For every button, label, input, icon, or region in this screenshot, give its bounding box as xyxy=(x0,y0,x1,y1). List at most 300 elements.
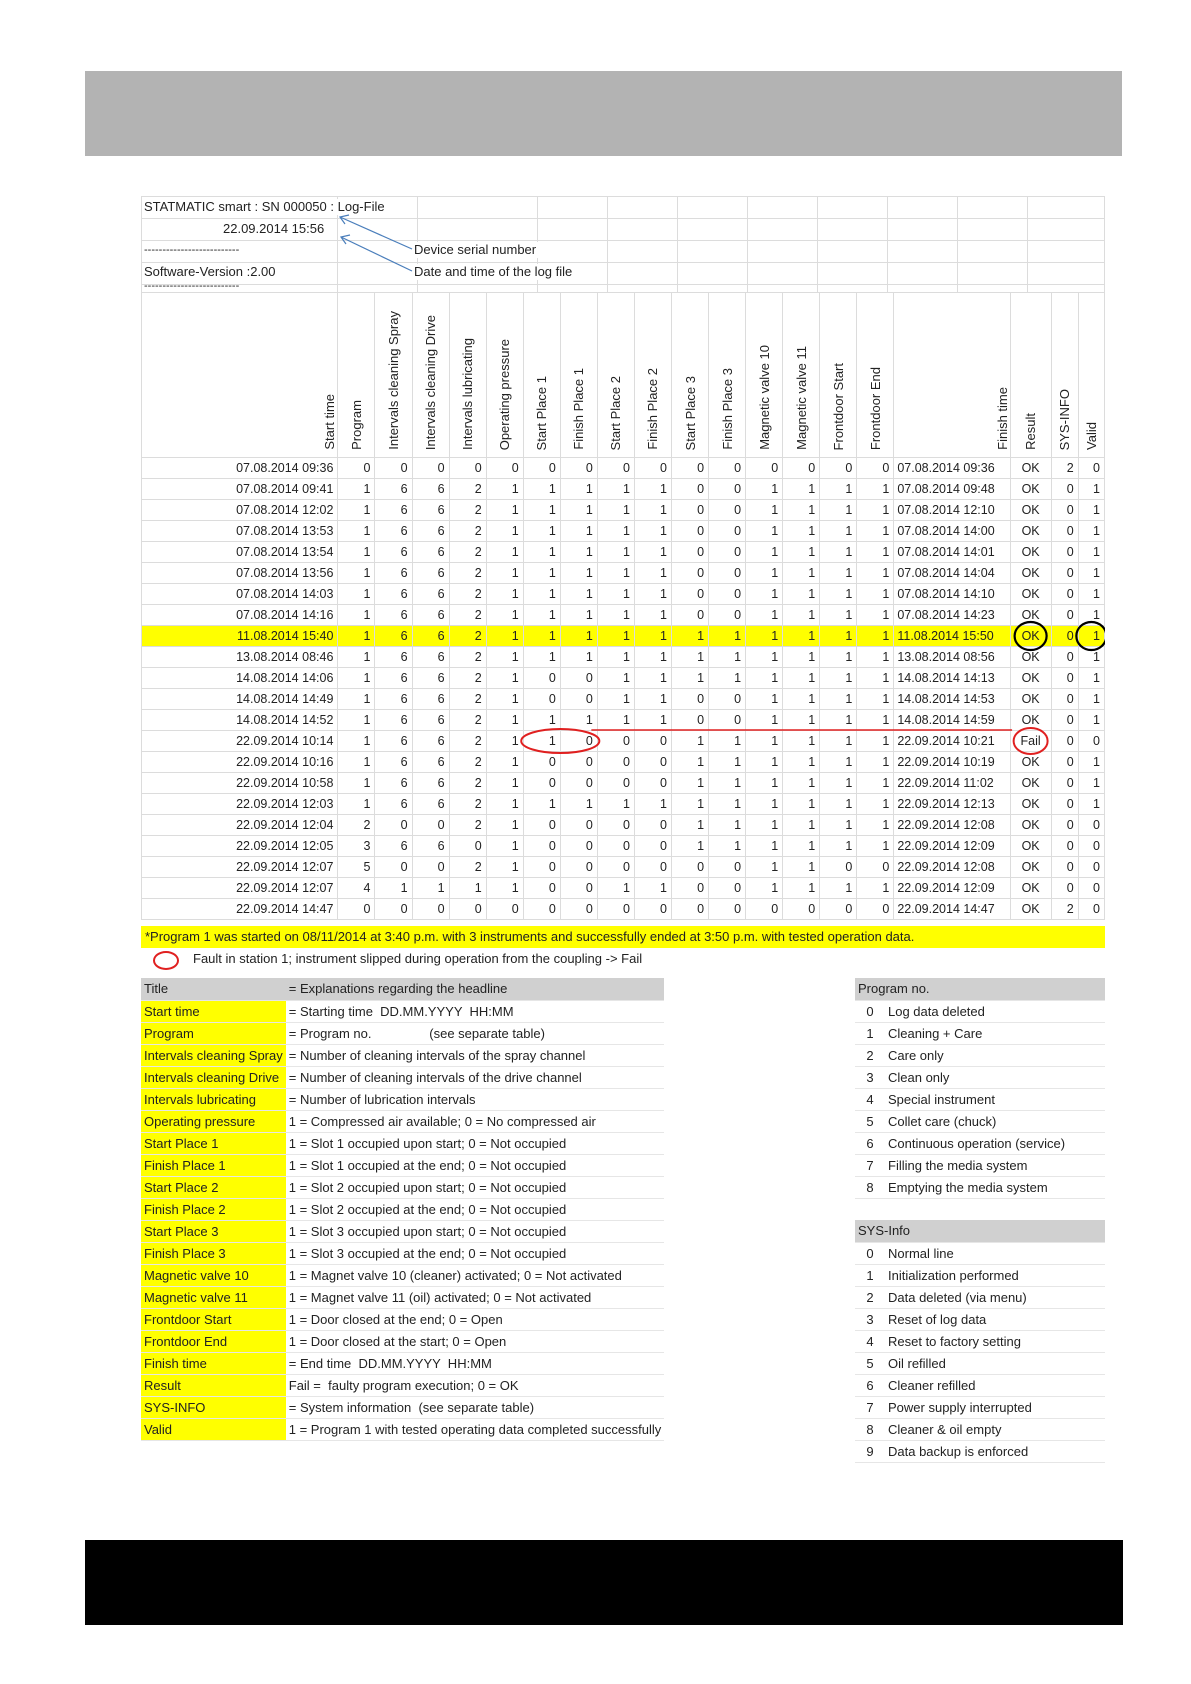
column-header-label: Result xyxy=(1023,413,1039,450)
log-cell: 1 xyxy=(634,794,671,815)
log-cell: OK xyxy=(1010,668,1051,689)
column-header-label: Intervals cleaning Spray xyxy=(386,311,401,450)
log-cell: OK xyxy=(1010,521,1051,542)
log-cell: 0 xyxy=(671,857,708,878)
log-cell: 0 xyxy=(338,899,375,920)
explanation-key: Start Place 1 xyxy=(141,1132,286,1154)
sys-info-row-text: Cleaner refilled xyxy=(885,1374,1105,1396)
log-cell: 6 xyxy=(412,521,449,542)
log-cell: 0 xyxy=(412,899,449,920)
log-cell: 0 xyxy=(1051,647,1078,668)
column-header-label: Finish Place 2 xyxy=(645,368,661,450)
column-header-label: Valid xyxy=(1083,422,1099,450)
log-cell: 6 xyxy=(412,563,449,584)
log-cell: 1 xyxy=(560,626,597,647)
column-header xyxy=(560,293,597,458)
log-cell: 6 xyxy=(412,584,449,605)
log-cell: 0 xyxy=(597,899,634,920)
explanation-value: 1 = Door closed at the start; 0 = Open xyxy=(286,1330,665,1352)
log-cell: Fail xyxy=(1010,731,1051,752)
log-cell: 1 xyxy=(820,521,857,542)
explanation-value: 1 = Slot 2 occupied at the end; 0 = Not occupied xyxy=(286,1198,665,1220)
log-cell: 1 xyxy=(412,878,449,899)
explanation-value: = Number of cleaning intervals of the spray channel xyxy=(286,1044,665,1066)
program-no-row-text: Collet care (chuck) xyxy=(885,1110,1105,1132)
sys-info-row-text: Data backup is enforced xyxy=(885,1440,1105,1462)
log-cell: 1 xyxy=(1078,479,1104,500)
log-cell: 0 xyxy=(671,500,708,521)
log-cell: 1 xyxy=(857,479,894,500)
log-cell: 0 xyxy=(412,458,449,479)
log-cell: 6 xyxy=(375,584,412,605)
log-cell: 6 xyxy=(375,626,412,647)
log-cell: 1 xyxy=(671,815,708,836)
program-no-row-text: Clean only xyxy=(885,1066,1105,1088)
log-row xyxy=(142,584,1105,605)
log-cell: 1 xyxy=(709,752,746,773)
log-cell: 0 xyxy=(523,878,560,899)
log-cell: 2 xyxy=(1051,899,1078,920)
log-cell: 0 xyxy=(1078,458,1104,479)
log-cell: 1 xyxy=(486,479,523,500)
sys-info-row-text: Reset of log data xyxy=(885,1308,1105,1330)
log-cell: 6 xyxy=(412,479,449,500)
log-cell: 0 xyxy=(1051,668,1078,689)
log-cell: 2 xyxy=(449,710,486,731)
sys-info-row-number: 1 xyxy=(855,1264,885,1286)
log-cell: 1 xyxy=(820,878,857,899)
log-cell: 0 xyxy=(486,458,523,479)
log-cell: 1 xyxy=(1078,563,1104,584)
log-cell: 0 xyxy=(375,899,412,920)
log-cell: 22.09.2014 10:14 xyxy=(142,731,338,752)
log-cell: 1 xyxy=(783,773,820,794)
log-row xyxy=(142,689,1105,710)
log-cell: 0 xyxy=(634,815,671,836)
program-note: *Program 1 was started on 08/11/2014 at 3:40 p.m. with 3 instruments and successfully ended at 3:50 p.m. with tested operation data. xyxy=(141,926,1105,948)
log-cell: 07.08.2014 14:16 xyxy=(142,605,338,626)
log-cell: 1 xyxy=(338,626,375,647)
log-cell: 1 xyxy=(486,626,523,647)
explanation-key: Intervals lubricating xyxy=(141,1088,286,1110)
log-cell: 0 xyxy=(671,542,708,563)
log-cell: 1 xyxy=(857,815,894,836)
explanations-table xyxy=(141,978,664,1441)
log-cell: 0 xyxy=(1051,731,1078,752)
column-header xyxy=(671,293,708,458)
log-cell: 07.08.2014 13:53 xyxy=(142,521,338,542)
log-cell: 0 xyxy=(597,752,634,773)
log-cell: 6 xyxy=(412,605,449,626)
program-no-row xyxy=(855,1088,1105,1110)
log-cell: 1 xyxy=(486,878,523,899)
log-cell: 4 xyxy=(338,878,375,899)
log-cell: 1 xyxy=(1078,500,1104,521)
log-cell: 2 xyxy=(449,605,486,626)
log-cell: 0 xyxy=(1051,710,1078,731)
sys-info-row-number: 8 xyxy=(855,1418,885,1440)
log-cell: 1 xyxy=(486,857,523,878)
log-cell: 1 xyxy=(523,500,560,521)
log-cell: OK xyxy=(1010,563,1051,584)
sys-info-table xyxy=(855,1220,1105,1463)
explanation-key: Operating pressure xyxy=(141,1110,286,1132)
log-cell: 22.09.2014 10:16 xyxy=(142,752,338,773)
log-cell: 1 xyxy=(783,857,820,878)
log-cell: 1 xyxy=(523,647,560,668)
log-cell: 1 xyxy=(783,647,820,668)
log-cell: 1 xyxy=(597,500,634,521)
log-cell: 6 xyxy=(412,773,449,794)
log-cell: 1 xyxy=(1078,668,1104,689)
explanation-value: 1 = Magnet valve 11 (oil) activated; 0 = Not activated xyxy=(286,1286,665,1308)
log-cell: 1 xyxy=(560,479,597,500)
column-header xyxy=(783,293,820,458)
log-cell: 07.08.2014 14:23 xyxy=(894,605,1010,626)
explanation-row xyxy=(141,1242,664,1264)
log-cell: 07.08.2014 14:10 xyxy=(894,584,1010,605)
log-cell: 0 xyxy=(560,857,597,878)
log-cell: 1 xyxy=(338,647,375,668)
column-header-label: Magnetic valve 10 xyxy=(756,345,772,450)
log-cell: 0 xyxy=(671,605,708,626)
log-cell: 22.09.2014 12:07 xyxy=(142,878,338,899)
log-cell: 0 xyxy=(597,857,634,878)
log-datetime: 22.09.2014 15:56 xyxy=(223,221,325,236)
log-cell: 1 xyxy=(857,542,894,563)
log-cell: 1 xyxy=(634,878,671,899)
log-cell: 6 xyxy=(412,647,449,668)
explanation-key: Start time xyxy=(141,1000,286,1022)
explanation-key: Frontdoor Start xyxy=(141,1308,286,1330)
log-cell: 0 xyxy=(634,857,671,878)
log-cell: 07.08.2014 14:01 xyxy=(894,542,1010,563)
program-no-row-number: 2 xyxy=(855,1044,885,1066)
log-cell: 6 xyxy=(412,731,449,752)
log-cell: 1 xyxy=(597,584,634,605)
log-cell: 1 xyxy=(746,773,783,794)
log-cell: 1 xyxy=(1078,752,1104,773)
log-row xyxy=(142,521,1105,542)
log-row xyxy=(142,878,1105,899)
log-cell: 1 xyxy=(634,605,671,626)
log-cell: 1 xyxy=(634,710,671,731)
explanation-value: Fail = faulty program execution; 0 = OK xyxy=(286,1374,665,1396)
log-cell: 1 xyxy=(634,521,671,542)
log-cell: 1 xyxy=(597,605,634,626)
log-cell: OK xyxy=(1010,458,1051,479)
explanation-row xyxy=(141,1088,664,1110)
log-cell: 22.09.2014 12:03 xyxy=(142,794,338,815)
log-cell: 1 xyxy=(671,773,708,794)
column-header-label: Program xyxy=(348,400,364,450)
log-cell: 1 xyxy=(597,542,634,563)
log-cell: 1 xyxy=(746,605,783,626)
explanation-value: 1 = Compressed air available; 0 = No compressed air xyxy=(286,1110,665,1132)
log-cell: 1 xyxy=(523,521,560,542)
log-cell: 1 xyxy=(783,584,820,605)
log-cell: OK xyxy=(1010,584,1051,605)
explanation-key: Magnetic valve 10 xyxy=(141,1264,286,1286)
log-cell: 1 xyxy=(820,794,857,815)
log-row xyxy=(142,899,1105,920)
log-cell: 0 xyxy=(1051,500,1078,521)
log-cell: 1 xyxy=(338,794,375,815)
log-cell: 0 xyxy=(1051,521,1078,542)
log-cell: 0 xyxy=(634,773,671,794)
log-cell: 1 xyxy=(746,668,783,689)
log-cell: 0 xyxy=(709,458,746,479)
column-header-label: Magnetic valve 11 xyxy=(793,346,809,450)
log-cell: 1 xyxy=(634,563,671,584)
log-cell: 14.08.2014 14:13 xyxy=(894,668,1010,689)
log-cell: 1 xyxy=(523,563,560,584)
column-header xyxy=(894,293,1010,458)
sys-info-row-number: 7 xyxy=(855,1396,885,1418)
log-cell: 0 xyxy=(597,836,634,857)
program-no-row-number: 4 xyxy=(855,1088,885,1110)
log-cell: 07.08.2014 13:54 xyxy=(142,542,338,563)
log-cell: 1 xyxy=(746,542,783,563)
log-cell: 0 xyxy=(709,521,746,542)
log-cell: 22.09.2014 11:02 xyxy=(894,773,1010,794)
log-cell: 0 xyxy=(523,836,560,857)
log-cell: 1 xyxy=(560,584,597,605)
log-cell: 6 xyxy=(412,689,449,710)
log-cell: 0 xyxy=(1051,857,1078,878)
log-cell: 0 xyxy=(857,458,894,479)
log-cell: 1 xyxy=(338,500,375,521)
log-cell: OK xyxy=(1010,836,1051,857)
fault-legend-text: Fault in station 1; instrument slipped during operation from the coupling -> Fail xyxy=(193,951,643,966)
log-cell: 0 xyxy=(1078,836,1104,857)
log-cell: 1 xyxy=(671,836,708,857)
log-cell: 1 xyxy=(1078,584,1104,605)
log-cell: 1 xyxy=(486,647,523,668)
program-no-row xyxy=(855,1022,1105,1044)
program-no-row-text: Emptying the media system xyxy=(885,1176,1105,1198)
log-cell: 0 xyxy=(523,773,560,794)
log-cell: 6 xyxy=(375,563,412,584)
log-cell: 1 xyxy=(1078,689,1104,710)
sys-info-row-number: 9 xyxy=(855,1440,885,1462)
log-cell: 0 xyxy=(671,878,708,899)
explanation-key: Program xyxy=(141,1022,286,1044)
log-row xyxy=(142,668,1105,689)
explanation-value: = Program no. (see separate table) xyxy=(286,1022,665,1044)
log-cell: 22.09.2014 10:21 xyxy=(894,731,1010,752)
log-cell: 0 xyxy=(1051,878,1078,899)
log-cell: 1 xyxy=(783,626,820,647)
log-cell: 0 xyxy=(671,689,708,710)
column-header xyxy=(523,293,560,458)
log-cell: 0 xyxy=(560,668,597,689)
log-cell: OK xyxy=(1010,815,1051,836)
program-no-row-text: Filling the media system xyxy=(885,1154,1105,1176)
log-cell: 1 xyxy=(746,584,783,605)
dash-line-1: -------------------------- xyxy=(144,244,240,256)
explanation-value: = System information (see separate table) xyxy=(286,1396,665,1418)
explanation-value: = Starting time DD.MM.YYYY HH:MM xyxy=(286,1000,665,1022)
log-cell: 0 xyxy=(783,899,820,920)
log-cell: 14.08.2014 14:49 xyxy=(142,689,338,710)
explanation-row xyxy=(141,1220,664,1242)
sys-info-row xyxy=(855,1330,1105,1352)
explanation-row xyxy=(141,1374,664,1396)
log-cell: 1 xyxy=(746,500,783,521)
log-cell: 6 xyxy=(412,752,449,773)
log-cell: 1 xyxy=(486,752,523,773)
explanation-row xyxy=(141,1044,664,1066)
sys-info-row-text: Oil refilled xyxy=(885,1352,1105,1374)
sys-info-row xyxy=(855,1308,1105,1330)
explanation-key: Finish Place 1 xyxy=(141,1154,286,1176)
column-header-label: Intervals cleaning Drive xyxy=(423,314,439,450)
explanation-key: Finish time xyxy=(141,1352,286,1374)
log-cell: 2 xyxy=(449,668,486,689)
log-cell: 1 xyxy=(560,794,597,815)
log-cell: 0 xyxy=(671,458,708,479)
log-cell: 1 xyxy=(820,647,857,668)
log-cell: 0 xyxy=(1051,752,1078,773)
log-cell: 07.08.2014 13:56 xyxy=(142,563,338,584)
log-cell: 1 xyxy=(338,710,375,731)
log-cell: 6 xyxy=(375,500,412,521)
log-cell: 1 xyxy=(671,668,708,689)
column-header-label: Operating pressure xyxy=(497,338,513,450)
log-cell: OK xyxy=(1010,605,1051,626)
log-cell: 1 xyxy=(338,605,375,626)
log-cell: 1 xyxy=(486,773,523,794)
sys-info-row-text: Reset to factory setting xyxy=(885,1330,1105,1352)
log-cell: 1 xyxy=(746,479,783,500)
log-cell: 0 xyxy=(1051,542,1078,563)
log-cell: 2 xyxy=(449,521,486,542)
log-row xyxy=(142,542,1105,563)
log-cell: 14.08.2014 14:52 xyxy=(142,710,338,731)
column-header-label: Start Place 1 xyxy=(534,375,550,450)
log-cell: 1 xyxy=(338,542,375,563)
log-cell: 0 xyxy=(634,752,671,773)
log-cell: 0 xyxy=(375,815,412,836)
log-cell: 0 xyxy=(1051,605,1078,626)
explanation-key: Start Place 2 xyxy=(141,1176,286,1198)
log-cell: 6 xyxy=(412,542,449,563)
log-cell: 1 xyxy=(338,521,375,542)
log-row xyxy=(142,794,1105,815)
log-cell: 0 xyxy=(560,815,597,836)
program-no-row-text: Care only xyxy=(885,1044,1105,1066)
log-cell: 0 xyxy=(375,458,412,479)
log-cell: 0 xyxy=(820,458,857,479)
log-cell: 6 xyxy=(375,773,412,794)
log-cell: 0 xyxy=(560,899,597,920)
log-cell: 0 xyxy=(634,899,671,920)
log-cell: 1 xyxy=(709,626,746,647)
log-cell: 11.08.2014 15:50 xyxy=(894,626,1010,647)
program-no-row xyxy=(855,1176,1105,1198)
log-cell: 1 xyxy=(486,605,523,626)
log-row xyxy=(142,626,1105,647)
log-cell: 0 xyxy=(449,899,486,920)
log-cell: 6 xyxy=(375,647,412,668)
explanation-key: Valid xyxy=(141,1418,286,1440)
log-cell: 1 xyxy=(1078,521,1104,542)
log-cell: 1 xyxy=(634,479,671,500)
sys-info-row xyxy=(855,1242,1105,1264)
explanation-row xyxy=(141,1352,664,1374)
log-cell: 1 xyxy=(597,710,634,731)
log-row xyxy=(142,479,1105,500)
log-cell: 0 xyxy=(597,458,634,479)
log-cell: 1 xyxy=(597,878,634,899)
explanation-value: 1 = Program 1 with tested operating data completed successfully xyxy=(286,1418,665,1440)
column-header-label: Intervals lubricating xyxy=(460,338,476,450)
log-cell: 1 xyxy=(857,668,894,689)
log-cell: 6 xyxy=(412,794,449,815)
sys-info-row xyxy=(855,1264,1105,1286)
sys-info-row-text: Cleaner & oil empty xyxy=(885,1418,1105,1440)
log-cell: 0 xyxy=(746,899,783,920)
annotation-serial: Device serial number xyxy=(414,242,539,258)
log-cell: 1 xyxy=(783,521,820,542)
sys-info-row-text: Power supply interrupted xyxy=(885,1396,1105,1418)
log-cell: 6 xyxy=(412,668,449,689)
explanation-row xyxy=(141,1066,664,1088)
log-cell: 1 xyxy=(857,605,894,626)
log-cell: 1 xyxy=(375,878,412,899)
log-sheet xyxy=(141,196,1105,1470)
log-cell: 1 xyxy=(746,710,783,731)
log-cell: 1 xyxy=(671,731,708,752)
log-cell: OK xyxy=(1010,689,1051,710)
log-cell: 1 xyxy=(486,542,523,563)
log-cell: 0 xyxy=(671,479,708,500)
log-cell: 0 xyxy=(1078,878,1104,899)
log-cell: 0 xyxy=(709,479,746,500)
log-cell: 1 xyxy=(486,815,523,836)
log-cell: 0 xyxy=(709,899,746,920)
log-row xyxy=(142,458,1105,479)
log-cell: 6 xyxy=(412,710,449,731)
log-cell: 1 xyxy=(671,626,708,647)
log-cell: OK xyxy=(1010,500,1051,521)
log-cell: 0 xyxy=(634,731,671,752)
log-cell: 0 xyxy=(1051,689,1078,710)
log-cell: 6 xyxy=(375,836,412,857)
log-cell: 1 xyxy=(634,626,671,647)
log-cell: 1 xyxy=(338,479,375,500)
log-cell: 14.08.2014 14:53 xyxy=(894,689,1010,710)
log-cell: 6 xyxy=(375,710,412,731)
log-cell: 6 xyxy=(375,689,412,710)
explanation-key: Finish Place 2 xyxy=(141,1198,286,1220)
log-cell: 1 xyxy=(820,752,857,773)
log-cell: 1 xyxy=(560,542,597,563)
log-cell: 1 xyxy=(857,836,894,857)
log-cell: 1 xyxy=(820,626,857,647)
log-cell: 1 xyxy=(746,647,783,668)
log-cell: OK xyxy=(1010,794,1051,815)
log-cell: OK xyxy=(1010,542,1051,563)
log-cell: 0 xyxy=(523,458,560,479)
log-cell: 22.09.2014 10:19 xyxy=(894,752,1010,773)
column-header-label: Finish time xyxy=(994,387,1010,450)
log-cell: 1 xyxy=(597,479,634,500)
sys-info-row xyxy=(855,1418,1105,1440)
log-cell: OK xyxy=(1010,647,1051,668)
log-cell: 1 xyxy=(709,836,746,857)
